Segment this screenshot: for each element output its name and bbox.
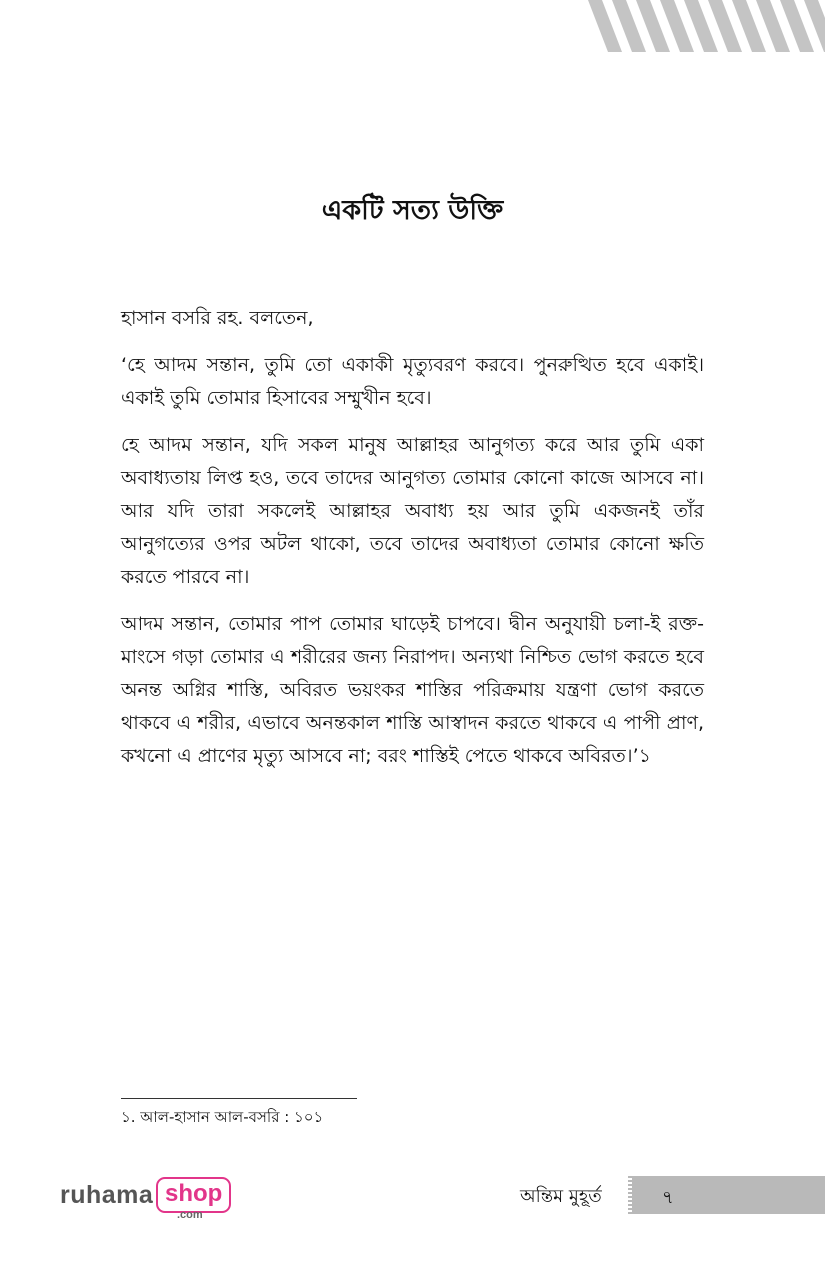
logo-brand-text: ruhama bbox=[60, 1181, 154, 1209]
paragraph-intro: হাসান বসরি রহ. বলতেন, bbox=[121, 307, 314, 329]
running-book-title: অন্তিম মুহূর্ত bbox=[520, 1186, 602, 1207]
chapter-title: একটি সত্য উক্তি bbox=[321, 195, 504, 226]
paragraph-quote-3: আদম সন্তান, তোমার পাপ তোমার ঘাড়েই চাপবে। দ্বীন অনুযায়ী চলা-ই রক্ত-মাংসে গড়া তোমার এ শরীরের জন্য নিরাপদ। অন্যথা নিশ্চিত ভোগ করতে হবে অনন্ত অগ্নির শাস্তি, অবিরত ভয়ংকর শাস্তির পরিক্রমায় যন্ত্রণা ভোগ করতে থাকবে এ শরীর, এভাবে অনন্তকাল শাস্তি আস্বাদন করতে থাকবে এ পাপী প্রাণ, কখনো এ প্রাণের মৃত্যু আসবে না; বরং শাস্তিই পেতে থাকবে অবিরত।’১ bbox=[121, 613, 704, 767]
logo-domain-suffix: .com bbox=[177, 1209, 203, 1221]
paragraph-quote-1: ‘হে আদম সন্তান, তুমি তো একাকী মৃত্যুবরণ করবে। পুনরুত্থিত হবে একাই। একাই তুমি তোমার হিসাবের সম্মুখীন হবে। bbox=[121, 354, 704, 409]
paragraph-quote-2: হে আদম সন্তান, যদি সকল মানুষ আল্লাহর আনুগত্য করে আর তুমি একা অবাধ্যতায় লিপ্ত হও, তবে তাদের আনুগত্য তোমার কোনো কাজে আসবে না। আর যদি তারা সকলেই আল্লাহর অবাধ্য হয় আর তুমি একজনই তাঁর আনুগত্যের ওপর অটল থাকো, তবে তাদের অবাধ্যতা তোমার কোনো ক্ষতি করতে পারবে না। bbox=[121, 434, 704, 588]
corner-stripes-decoration bbox=[0, 0, 825, 60]
body-text bbox=[121, 302, 704, 787]
footnote-divider bbox=[121, 1098, 357, 1099]
footnote: ১. আল-হাসান আল-বসরি : ১০১ bbox=[121, 1108, 324, 1126]
logo-shop-badge: shop bbox=[156, 1177, 231, 1213]
page-number-bar bbox=[632, 1176, 825, 1214]
page-number: ৭ bbox=[662, 1187, 674, 1208]
